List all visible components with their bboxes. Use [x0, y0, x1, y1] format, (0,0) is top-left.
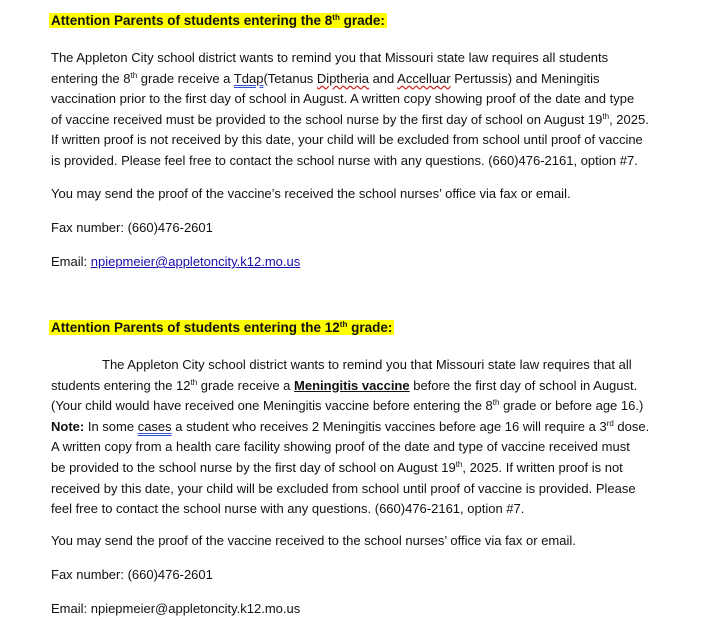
- p12-line-3: [51, 396, 681, 417]
- p12-line-8: feel free to contact the school nurse with any questions. (660)476-2161, option #7.: [51, 501, 525, 517]
- p12-l6-b: , 2025. If written proof is not: [462, 459, 623, 475]
- proof-text-12th: You may send the proof of the vaccine received to the school nurses’ office via fax or email.: [51, 533, 576, 548]
- heading-8-sup: th: [332, 13, 340, 22]
- p12-l4-b: In some: [84, 418, 138, 434]
- p8-line-2: [51, 69, 681, 90]
- p8-line-5: If written proof is not received by this date, your child will be excluded from school until proof of vaccine: [51, 132, 643, 148]
- p12-l4-d: a student who receives 2 Meningitis vaccines before age 16 will require a 3: [171, 418, 607, 434]
- heading-8-suffix: grade:: [339, 13, 385, 28]
- p12-l2-meningitis-vaccine: Meningitis vaccine: [294, 377, 410, 393]
- p12-line-4: [51, 417, 681, 438]
- p8-l2-a: entering the 8: [51, 70, 131, 86]
- fax-number-12th: Fax number: (660)476-2601: [51, 567, 213, 582]
- p8-l4-b: , 2025.: [609, 111, 649, 127]
- p12-l3-sup: th: [492, 398, 500, 408]
- p12-l2-sup: th: [190, 377, 198, 387]
- p12-line-7: received by this date, your child will be excluded from school until proof of vaccine is provided. Please: [51, 480, 636, 496]
- p8-l2-h: Pertussis) and Meningitis: [450, 70, 600, 86]
- p8-l2-b: grade receive a: [137, 70, 234, 86]
- p8-l2-tdap: Tdap: [233, 70, 264, 86]
- p12-l6-sup: th: [455, 459, 463, 469]
- p8-line-6: is provided. Please feel free to contact the school nurse with any questions. (660)476-2161, option #7.: [51, 152, 638, 168]
- heading-12-suffix: grade:: [347, 320, 393, 335]
- p12-l2-a: students entering the 12: [51, 377, 191, 393]
- email-link-8th[interactable]: npiepmeier@appletoncity.k12.mo.us: [90, 254, 301, 269]
- email-line-8th: [51, 254, 300, 269]
- heading-8th-grade: [49, 13, 387, 28]
- p12-line-1: The Appleton City school district wants to remind you that Missouri state law requires that all: [102, 357, 632, 372]
- p8-l2-d: (Tetanus: [263, 70, 317, 86]
- p8-line-1: The Appleton City school district wants to remind you that Missouri state law requires all students: [51, 50, 609, 65]
- p12-l2-b: grade receive a: [197, 377, 295, 393]
- email-label-8th: Email:: [51, 254, 91, 269]
- p12-l2-d: before the first day of school in August.: [409, 377, 638, 393]
- p8-l2-f: and: [368, 70, 398, 86]
- p8-l2-sup: th: [130, 70, 138, 80]
- heading-12-text: Attention Parents of students entering the 12: [51, 320, 340, 335]
- p8-line-3: vaccination prior to the first day of school in August. A written copy showing proof of the date and type: [51, 91, 635, 107]
- fax-number-8th: Fax number: (660)476-2601: [51, 220, 213, 235]
- p8-l4-a: of vaccine received must be provided to the school nurse by the first day of school on August 19: [51, 111, 603, 127]
- p12-line-5: A written copy from a health care facility showing proof of the date and type of vaccine received must: [51, 439, 630, 455]
- email-line-12th: Email: npiepmeier@appletoncity.k12.mo.us: [51, 601, 301, 616]
- proof-text-8th: You may send the proof of the vaccine’s received the school nurses’ office via fax or email.: [51, 186, 571, 201]
- heading-12th-grade: [49, 320, 394, 335]
- p12-l4-cases: cases: [137, 418, 172, 434]
- p12-l4-e: dose.: [613, 418, 650, 434]
- p12-l3-b: grade or before age 16.): [499, 398, 644, 414]
- paragraph-8th-grade: [51, 48, 681, 172]
- p8-l4-sup: th: [602, 111, 610, 121]
- p12-note-label: Note:: [51, 418, 85, 434]
- paragraph-12th-grade: [51, 355, 681, 520]
- p12-l3-a: (Your child would have received one Meningitis vaccine before entering the 8: [51, 398, 493, 414]
- heading-12-sup: th: [339, 320, 348, 329]
- p12-l4-sup: rd: [606, 418, 614, 428]
- p12-l6-a: be provided to the school nurse by the first day of school on August 19: [51, 459, 456, 475]
- p8-l2-accelluar: Accelluar: [397, 70, 451, 86]
- p12-line-6: [51, 458, 681, 479]
- heading-8-text: Attention Parents of students entering the 8: [51, 13, 333, 28]
- p8-l2-diptheria: Diptheria: [316, 70, 369, 86]
- p12-line-2: [51, 376, 681, 397]
- p8-line-4: [51, 110, 681, 131]
